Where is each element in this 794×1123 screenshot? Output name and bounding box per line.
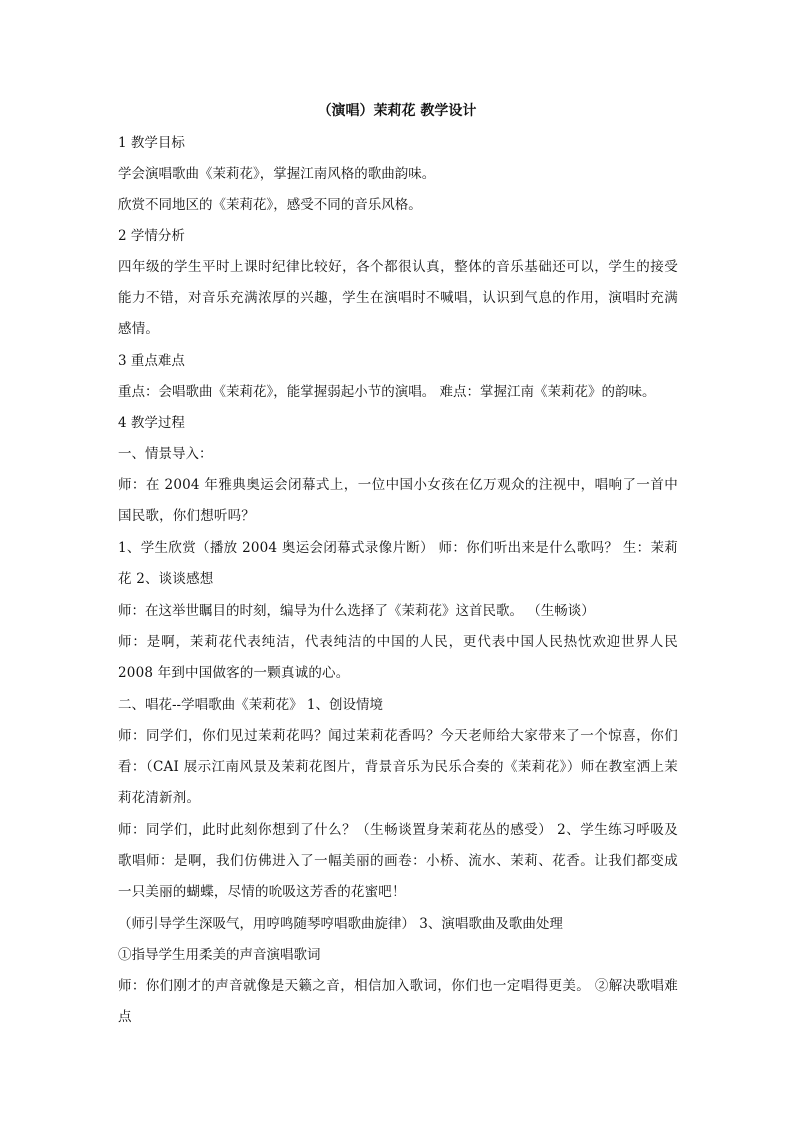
process-paragraph-4: 师：是啊，茉莉花代表纯洁，代表纯洁的中国的人民，更代表中国人民热忱欢迎世界人民 2008 年到中国做客的一颗真诚的心。 bbox=[118, 634, 678, 681]
process-paragraph-7: （师引导学生深吸气，用哼鸣随琴哼唱歌曲旋律） 3、演唱歌曲及歌曲处理 bbox=[118, 916, 563, 932]
process-paragraph-5: 师：同学们，你们见过茉莉花吗？闻过茉莉花香吗？今天老师给大家带来了一个惊喜，你们看：（CAI 展示江南风景及茉莉花图片，背景音乐为民乐合奏的《茉莉花》）师在教室洒上茉莉花清新剂。 bbox=[118, 728, 678, 806]
section-heading-process: 4 教学过程 bbox=[118, 415, 185, 431]
key-points-line: 重点：会唱歌曲《茉莉花》，能掌握弱起小节的演唱。 难点：掌握江南《茉莉花》的韵味。 bbox=[118, 384, 656, 400]
process-step-intro: 一、情景导入： bbox=[118, 446, 213, 462]
section-heading-key-points: 3 重点难点 bbox=[118, 353, 185, 369]
process-paragraph-6: 师：同学们，此时此刻你想到了什么？（生畅谈置身茉莉花丛的感受） 2、学生练习呼吸及歌唱师：是啊，我们仿佛进入了一幅美丽的画卷：小桥、流水、茉莉、花香。让我们都变成一只美丽的蝴蝶，尽情的吮吸这芳香的花蜜吧！ bbox=[118, 822, 678, 900]
process-paragraph-9: 师：你们刚才的声音就像是天籁之音，相信加入歌词，你们也一定唱得更美。 ②解决歌唱难点 bbox=[118, 978, 678, 1025]
objective-line-2: 欣赏不同地区的《茉莉花》，感受不同的音乐风格。 bbox=[118, 197, 422, 213]
process-paragraph-2: 1、学生欣赏（播放 2004 奥运会闭幕式录像片断） 师：你们听出来是什么歌吗？ 生：茉莉花 2、谈谈感想 bbox=[118, 540, 678, 587]
process-paragraph-1: 师：在 2004 年雅典奥运会闭幕式上，一位中国小女孩在亿万观众的注视中，唱响了一首中国民歌，你们想听吗？ bbox=[118, 477, 678, 524]
process-paragraph-3: 师：在这举世瞩目的时刻，编导为什么选择了《茉莉花》这首民歌。 （生畅谈） bbox=[118, 603, 595, 619]
process-paragraph-8: ①指导学生用柔美的声音演唱歌词 bbox=[118, 947, 321, 963]
objective-line-1: 学会演唱歌曲《茉莉花》，掌握江南风格的歌曲韵味。 bbox=[118, 166, 436, 182]
section-heading-analysis: 2 学情分析 bbox=[118, 228, 185, 244]
section-heading-objectives: 1 教学目标 bbox=[118, 135, 185, 151]
document-title: （演唱）茉莉花 教学设计 bbox=[317, 103, 477, 119]
document-body bbox=[118, 133, 678, 1039]
analysis-paragraph: 四年级的学生平时上课时纪律比较好，各个都很认真，整体的音乐基础还可以，学生的接受能力不错，对音乐充满浓厚的兴趣，学生在演唱时不喊唱，认识到气息的作用，演唱时充满感情。 bbox=[118, 259, 678, 337]
process-step-sing: 二、唱花--学唱歌曲《茉莉花》 1、创设情境 bbox=[118, 697, 384, 713]
